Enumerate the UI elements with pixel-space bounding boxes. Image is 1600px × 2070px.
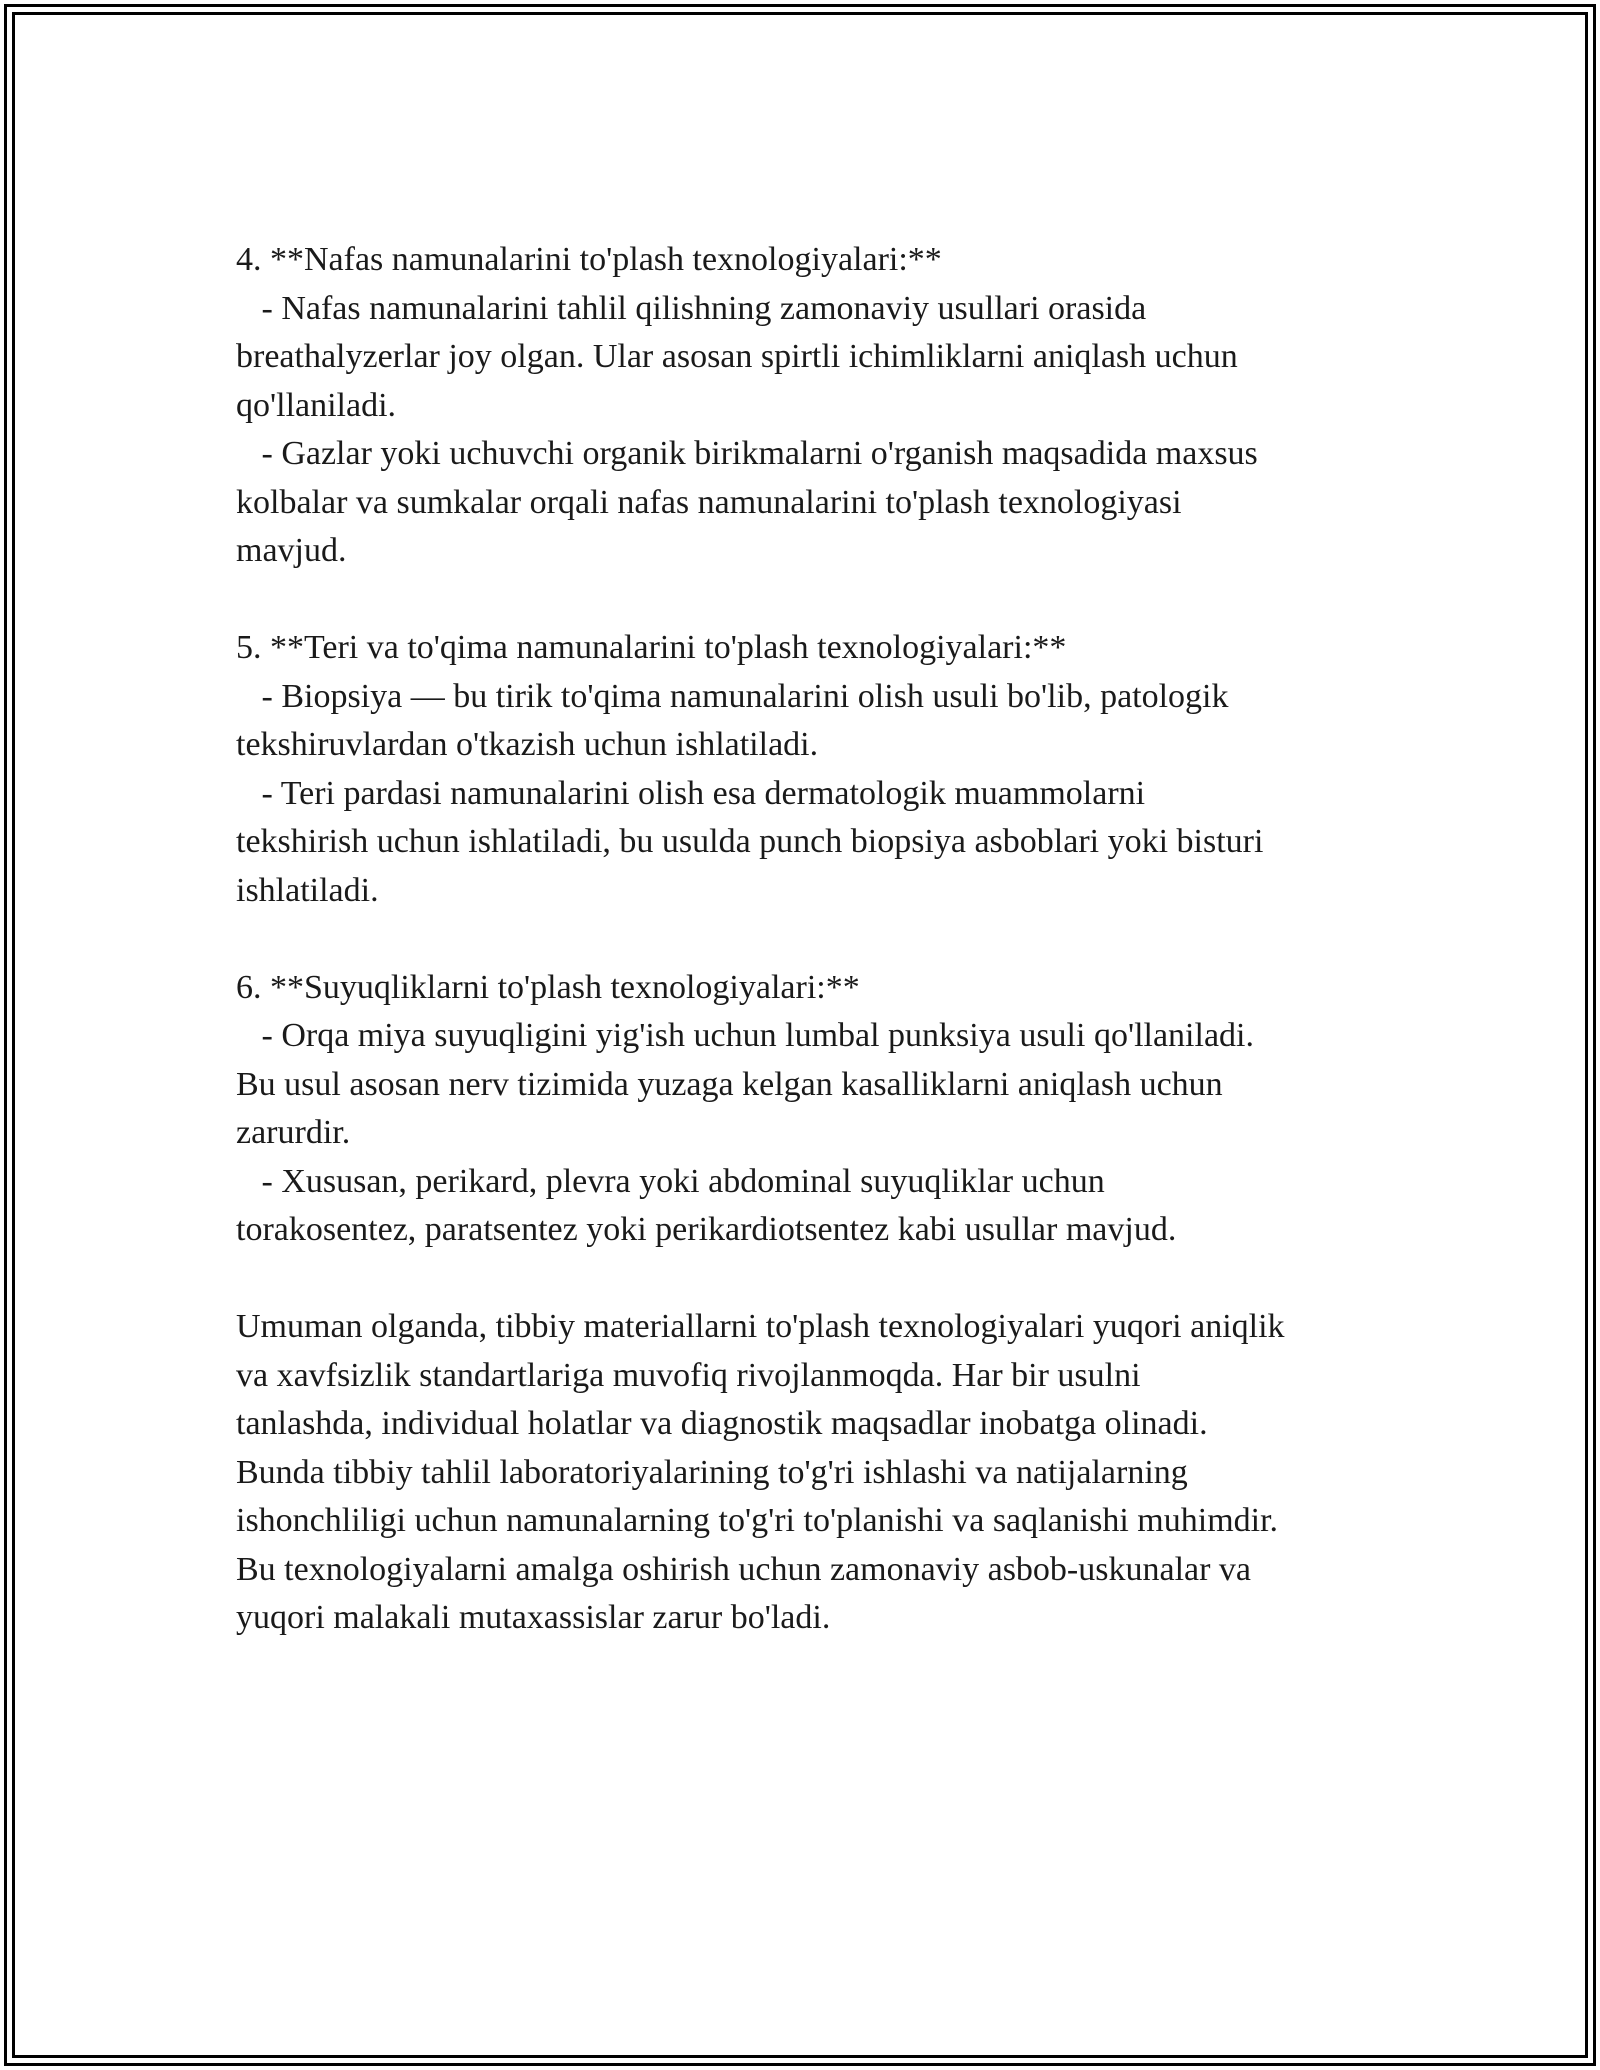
text-line: qo'llaniladi. bbox=[236, 386, 397, 424]
text-line: va xavfsizlik standartlariga muvofiq rivojlanmoqda. Har bir usulni bbox=[236, 1356, 1141, 1394]
section-heading: 5. **Teri va to'qima namunalarini to'plash texnologiyalari:** bbox=[236, 629, 1067, 666]
paragraph-gap bbox=[236, 915, 1386, 964]
document-body bbox=[236, 236, 1386, 1643]
text-line: - Biopsiya — bu tirik to'qima namunalarini olish usuli bo'lib, patologik bbox=[236, 677, 1229, 715]
text-line: Bu usul asosan nerv tizimida yuzaga kelgan kasalliklarni aniqlash uchun bbox=[236, 1065, 1223, 1103]
conclusion-paragraph bbox=[236, 1303, 1386, 1643]
paragraph-gap bbox=[236, 576, 1386, 625]
section-heading: 4. **Nafas namunalarini to'plash texnologiyalari:** bbox=[236, 241, 942, 278]
text-line: breathalyzerlar joy olgan. Ular asosan spirtli ichimliklarni aniqlash uchun bbox=[236, 338, 1238, 375]
text-line: yuqori malakali mutaxassislar zarur bo'ladi. bbox=[236, 1599, 831, 1636]
text-line: tanlashda, individual holatlar va diagnostik maqsadlar inobatga olinadi. bbox=[236, 1405, 1208, 1442]
text-line: Bu texnologiyalarni amalga oshirish uchun zamonaviy asbob-uskunalar va bbox=[236, 1550, 1252, 1588]
text-line: torakosentez, paratsentez yoki perikardiotsentez kabi usullar mavjud. bbox=[236, 1211, 1177, 1248]
text-line: - Gazlar yoki uchuvchi organik birikmalarni o'rganish maqsadida maxsus bbox=[236, 435, 1258, 472]
text-line: tekshiruvlardan o'tkazish uchun ishlatiladi. bbox=[236, 726, 819, 763]
text-line: ishlatiladi. bbox=[236, 871, 379, 909]
text-line: - Xususan, perikard, plevra yoki abdominal suyuqliklar uchun bbox=[236, 1162, 1105, 1200]
text-line: zarurdir. bbox=[236, 1114, 351, 1151]
section-heading: 6. **Suyuqliklarni to'plash texnologiyalari:** bbox=[236, 968, 860, 1006]
text-line: Bunda tibbiy tahlil laboratoriyalarining to'g'ri ishlashi va natijalarning bbox=[236, 1453, 1188, 1491]
text-line: kolbalar va sumkalar orqali nafas namunalarini to'plash texnologiyasi bbox=[236, 483, 1182, 521]
section-fluid-sampling bbox=[236, 964, 1386, 1255]
text-line: - Orqa miya suyuqligini yig'ish uchun lumbal punksiya usuli qo'llaniladi. bbox=[236, 1017, 1254, 1054]
paragraph-gap bbox=[236, 1255, 1386, 1304]
text-line: - Teri pardasi namunalarini olish esa dermatologik muammolarni bbox=[236, 774, 1146, 812]
text-line: ishonchliligi uchun namunalarning to'g'ri to'planishi va saqlanishi muhimdir. bbox=[236, 1502, 1279, 1539]
section-breath-sampling bbox=[236, 236, 1386, 576]
section-skin-tissue-sampling bbox=[236, 624, 1386, 915]
text-line: tekshirish uchun ishlatiladi, bu usulda punch biopsiya asboblari yoki bisturi bbox=[236, 823, 1264, 860]
text-line: Umuman olganda, tibbiy materiallarni to'plash texnologiyalari yuqori aniqlik bbox=[236, 1308, 1285, 1345]
text-line: - Nafas namunalarini tahlil qilishning zamonaviy usullari orasida bbox=[236, 289, 1147, 327]
text-line: mavjud. bbox=[236, 532, 347, 569]
